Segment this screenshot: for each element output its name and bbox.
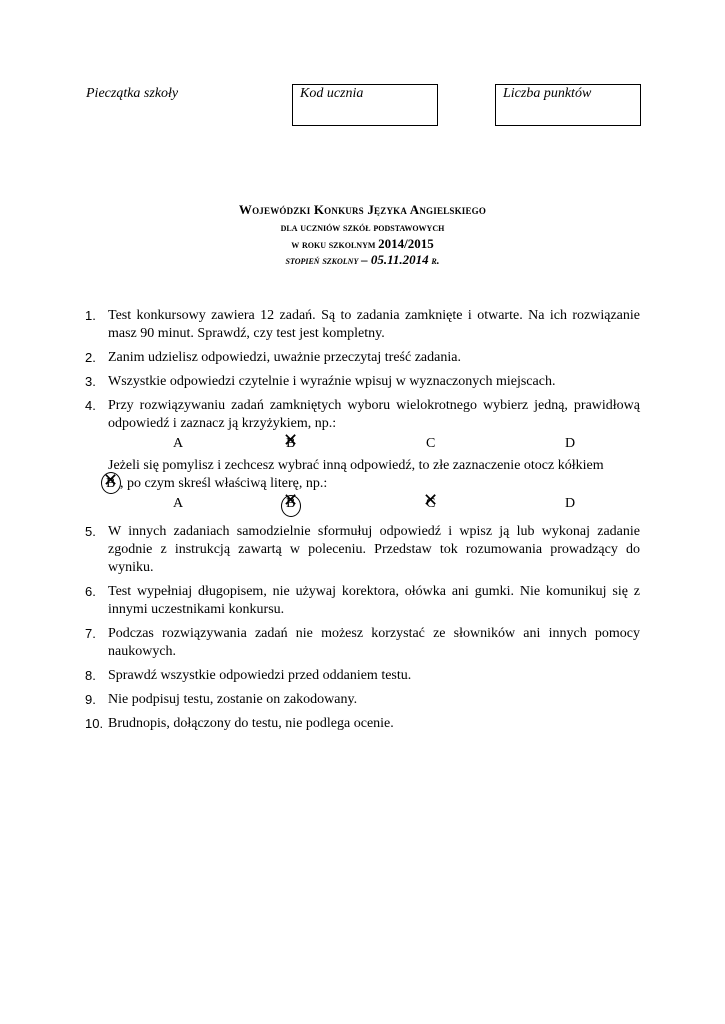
example1-option-d: D (565, 436, 576, 451)
instruction-text: Przy rozwiązywaniu zadań zamkniętych wyboru wielokrotnego wybierz jedną, prawidłową odpowiedź i zaznacz ją krzyżykiem, np.: (108, 398, 640, 431)
title-year: 2014/2015 (378, 236, 434, 251)
instruction-text: Brudnopis, dołączony do testu, nie podlega ocenie. (108, 716, 394, 731)
instruction-number: 4. (85, 398, 96, 413)
instruction-text: Zanim udzielisz odpowiedzi, uważnie przeczytaj treść zadania. (108, 350, 461, 365)
instruction-text: Sprawdź wszystkie odpowiedzi przed oddaniem testu. (108, 668, 412, 683)
example2-option-a: A (173, 496, 184, 511)
points-box[interactable] (495, 84, 641, 126)
instruction-item (85, 373, 640, 391)
title-line-3-prefix: w roku szkolnym (291, 239, 376, 251)
student-code-label: Kod ucznia (300, 86, 364, 101)
instruction-item (85, 667, 640, 685)
instruction-text: , po czym skreśl właściwą literę, np.: (120, 476, 328, 491)
example1-option-c: C (426, 436, 436, 451)
title-date: – 05.11.2014 (361, 252, 429, 267)
example2-option-d: D (565, 496, 576, 511)
instruction-number: 7. (85, 626, 96, 641)
title-line-4-prefix: stopień szkolny (285, 255, 359, 267)
title-line-4-suffix: r. (431, 255, 440, 267)
instruction-number: 6. (85, 584, 96, 599)
school-stamp-label: Pieczątka szkoły (86, 86, 179, 101)
instruction-4-correction (108, 457, 640, 493)
circle-mark-icon (281, 495, 301, 517)
instruction-text: Jeżeli się pomylisz i zechcesz wybrać inną odpowiedź, to złe zaznaczenie otocz kółkiem (108, 458, 604, 473)
instruction-text: Podczas rozwiązywania zadań nie możesz korzystać ze słowników ani innych pomocy naukowych. (108, 626, 640, 659)
title-line-1: Wojewódzki Konkurs Języka Angielskiego (238, 202, 487, 217)
example2-option-b: B (286, 496, 296, 511)
points-label: Liczba punktów (503, 86, 592, 101)
title-line-4 (0, 250, 725, 271)
instruction-item (85, 307, 640, 343)
instructions-list (85, 307, 640, 739)
instruction-text: Wszystkie odpowiedzi czytelnie i wyraźnie wpisuj w wyznaczonych miejscach. (108, 374, 556, 389)
example1-option-a: A (173, 436, 184, 451)
instruction-text: Test wypełniaj długopisem, nie używaj korektora, ołówka ani gumki. Nie komunikuj się z innymi uczestnikami konkursu. (108, 584, 640, 617)
instruction-number: 2. (85, 350, 96, 365)
instruction-number: 5. (85, 524, 96, 539)
instruction-item (85, 625, 640, 661)
instruction-item (85, 715, 640, 733)
instruction-item (85, 583, 640, 619)
example1-option-b: B (286, 436, 296, 451)
circled-crossed-mark (106, 475, 120, 493)
circle-mark-icon (101, 472, 121, 494)
example2-option-c: C (426, 496, 436, 511)
instruction-item (85, 523, 640, 577)
instruction-number: 3. (85, 374, 96, 389)
instruction-item (85, 349, 640, 367)
instruction-number: 10. (85, 716, 104, 731)
instruction-number: 9. (85, 692, 96, 707)
instruction-number: 1. (85, 308, 96, 323)
instruction-text: Nie podpisuj testu, zostanie on zakodowany. (108, 692, 358, 707)
title-line-2: dla uczniów szkół podstawowych (280, 222, 445, 234)
instruction-item (85, 691, 640, 709)
inline-letter-b: B (106, 476, 116, 491)
student-code-box[interactable] (292, 84, 438, 126)
instruction-number: 8. (85, 668, 96, 683)
example-options-2 (108, 495, 640, 517)
example-options-1 (108, 435, 640, 457)
instruction-item (85, 397, 640, 517)
instruction-text: Test konkursowy zawiera 12 zadań. Są to zadania zamknięte i otwarte. Na ich rozwiązanie masz 90 minut. Sprawdź, czy test jest kompletny. (108, 308, 640, 341)
instruction-text: W innych zadaniach samodzielnie sformułuj odpowiedź i wpisz ją lub wykonaj zadanie zgodnie z instrukcją zawartą w poleceniu. Przedstaw tok rozumowania prowadzący do wyniku. (108, 524, 640, 575)
